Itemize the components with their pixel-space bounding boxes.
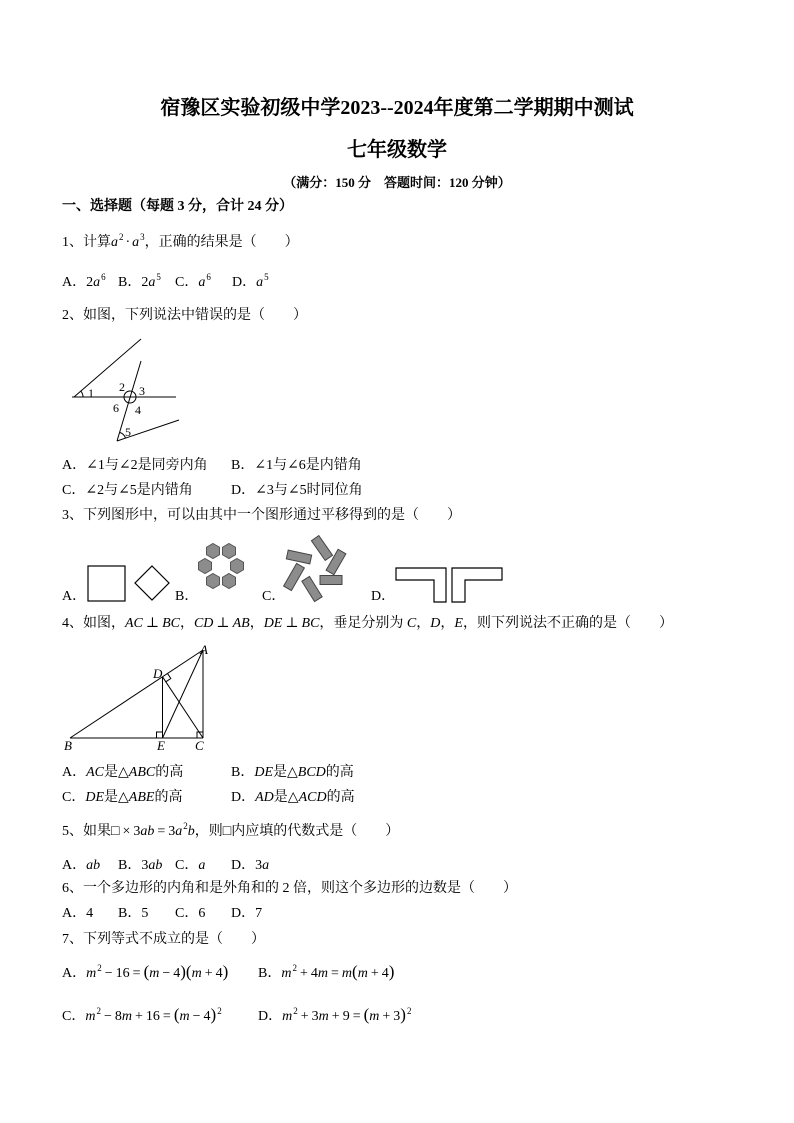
point-e-label: E — [157, 738, 165, 753]
angle-1-arc — [81, 391, 83, 397]
question-3-figure-d — [396, 568, 502, 602]
question-4-stem-part: E — [454, 616, 463, 631]
question-7-option-c-part: m — [85, 1009, 96, 1024]
question-4-option-b-part: BCD — [297, 765, 326, 780]
question-1-option-d-part: 5 — [264, 272, 269, 282]
question-5-option-c-part: C． — [175, 858, 199, 873]
question-7-option-c-part: ) — [210, 1005, 217, 1024]
question-1-stem-part: 1、计算 — [62, 235, 111, 250]
question-4-stem-part: AB — [232, 616, 250, 631]
question-5-stem-part: 2 — [183, 821, 188, 831]
hexagon-shape — [199, 559, 212, 574]
question-7-option-a-part: A． — [62, 966, 87, 981]
point-a-label: A — [200, 642, 208, 657]
question-4-option-a-part: ABC — [128, 765, 156, 780]
question-7-option-b-part: 4 — [381, 966, 389, 981]
slanted-line-upper — [74, 339, 141, 397]
question-1-option-a-part: A． — [62, 275, 87, 290]
question-2-option-a-part: A．∠1与∠2是同旁内角 — [62, 458, 208, 473]
question-1-option-b-part: a — [148, 275, 156, 290]
question-7-option-c-part: − — [192, 1009, 201, 1024]
question-3-option-c-part: C． — [262, 589, 286, 604]
question-7-option-b-part: m — [317, 966, 328, 981]
question-5-option-a-part: ab — [86, 858, 101, 873]
question-5-option-d-part: D． — [231, 858, 256, 873]
diamond-shape — [135, 566, 169, 600]
question-4-stem-part: 4、如图， — [62, 616, 125, 631]
question-7-option-d-part: + — [382, 1009, 391, 1024]
bar-shape — [311, 536, 332, 561]
angle-5-label: 5 — [125, 425, 131, 439]
question-7-option-d-part: + — [331, 1009, 340, 1024]
question-4-option-c-part: C． — [62, 790, 86, 805]
question-4-option-d-part: 的高 — [326, 790, 355, 805]
question-7-option-d-part: 2 — [406, 1006, 412, 1016]
question-5-stem-part: 5、如果□ — [62, 824, 120, 839]
question-5-option-d-part: 3 — [255, 858, 263, 873]
question-7-option-d-part: m — [369, 1009, 380, 1024]
exam-title: 宿豫区实验初级中学2023--2024年度第二学期期中测试 — [160, 97, 634, 119]
question-7-option-c-part: = — [162, 1009, 171, 1024]
question-7-option-d-part: ( — [363, 1005, 370, 1024]
question-7-option-c-part: m — [121, 1009, 132, 1024]
question-7-option-a-part: m — [191, 966, 202, 981]
question-5-option-c-part: a — [198, 858, 206, 873]
question-7-option-a-part: ) — [222, 962, 229, 981]
question-7-option-b-part: + — [370, 966, 379, 981]
question-7-option-c-part: 2 — [96, 1006, 101, 1016]
question-4-option-a-part: 是△ — [104, 765, 129, 780]
question-7-option-a-part: m — [149, 966, 160, 981]
l-shape-left — [396, 568, 446, 602]
hexagon-shape — [207, 574, 220, 589]
question-1-option-b-part: 2 — [141, 275, 149, 290]
question-7-option-a-part: 16 — [115, 966, 130, 981]
question-4-option-b-part: 是△ — [273, 765, 298, 780]
question-2-option-d-part: D．∠3与∠5时同位角 — [231, 483, 363, 498]
question-4-option-b-part: DE — [254, 765, 274, 780]
question-4-stem-part: AC — [125, 616, 143, 631]
angle-1-label: 1 — [88, 386, 94, 400]
hexagon-shape — [223, 574, 236, 589]
exam-info: （满分：150 分 答题时间：120 分钟） — [283, 175, 511, 190]
question-5-stem-part: 3 — [133, 824, 141, 839]
question-4-stem-part: ， — [249, 616, 264, 631]
question-5-option-b-part: 3 — [141, 858, 149, 873]
question-7-option-b-part: m — [341, 966, 353, 981]
question-7-option-d-part: ) — [400, 1005, 406, 1024]
question-1-stem-part: a — [111, 235, 118, 250]
question-4-stem-part: DE — [263, 616, 283, 631]
question-4-option-c-part: ABE — [128, 790, 155, 805]
l-shape-right — [452, 568, 502, 602]
question-1-option-c-part: a — [198, 275, 206, 290]
question-7-option-c-part: ( — [173, 1005, 180, 1024]
question-7-option-a-part: = — [132, 966, 141, 981]
bar-shape — [302, 576, 322, 601]
question-4-option-c-part: DE — [85, 790, 105, 805]
question-1-option-d-part: D． — [232, 275, 257, 290]
question-3-figure-c — [284, 536, 346, 602]
question-5-stem-part: ，则□内应填的代数式是（ ） — [194, 824, 400, 839]
question-7-option-b-part: ( — [352, 962, 358, 981]
angle-3-label: 3 — [139, 384, 145, 398]
question-5-option-b-part: ab — [148, 858, 163, 873]
question-1-option-b-part: B． — [118, 275, 142, 290]
question-4-stem-part: BC — [162, 616, 180, 631]
question-7-option-d-part: 3 — [393, 1009, 401, 1024]
question-4-option-a-part: AC — [86, 765, 105, 780]
question-7-option-d-part: m — [282, 1009, 293, 1024]
question-1-option-c-part: 6 — [206, 272, 211, 282]
angle-2-label: 2 — [119, 380, 125, 394]
question-5-stem-part: 3 — [168, 824, 176, 839]
question-7-option-b-part: m — [357, 966, 368, 981]
point-d-label: D — [153, 666, 163, 681]
question-7-option-d-part: = — [352, 1009, 361, 1024]
question-6-stem-part: 6、一个多边形的内角和是外角和的 2 倍，则这个多边形的边数是（ ） — [62, 881, 517, 896]
question-1-option-d-part: a — [256, 275, 264, 290]
question-2-stem-part: 2、如图，下列说法中错误的是（ ） — [62, 308, 307, 323]
question-4-stem-part: CD — [193, 616, 214, 631]
question-5-stem-part: ab — [140, 824, 155, 839]
question-4-option-a-part: 的高 — [155, 765, 184, 780]
question-7-option-d-part: D． — [258, 1009, 283, 1024]
question-7-option-d-part: 9 — [342, 1009, 350, 1024]
question-7-option-c-part: C． — [62, 1009, 86, 1024]
question-4-stem-part: ⊥ — [216, 616, 230, 631]
question-3-option-d-part: D． — [371, 589, 396, 604]
question-7-option-c-part: 2 — [217, 1006, 222, 1016]
question-7-option-c-part: m — [179, 1009, 190, 1024]
question-7-option-a-part: 2 — [97, 963, 102, 973]
question-4-option-a-part: A． — [62, 765, 87, 780]
question-7-option-c-part: 4 — [203, 1009, 211, 1024]
question-1-stem-part: a — [132, 235, 140, 250]
question-4-stem-part: BC — [301, 616, 320, 631]
question-7-option-c-part: 16 — [145, 1009, 160, 1024]
question-2-option-c-part: C．∠2与∠5是内错角 — [62, 483, 193, 498]
question-7-option-a-part: − — [104, 966, 113, 981]
point-c-label: C — [195, 738, 204, 753]
question-4-stem-part: ⊥ — [285, 616, 299, 631]
question-7-option-a-part: ( — [143, 962, 150, 981]
question-4-option-d-part: ACD — [298, 790, 327, 805]
question-7-option-d-part: 3 — [311, 1009, 319, 1024]
question-7-option-a-part: + — [204, 966, 213, 981]
question-5-stem-part: × — [122, 824, 131, 839]
question-7-option-a-part: 4 — [173, 966, 181, 981]
angle-6-label: 6 — [113, 401, 119, 415]
question-6-option-d-part: D．7 — [231, 906, 263, 921]
question-3-figure-a — [88, 566, 169, 601]
question-1-stem-part: ，正确的结果是（ ） — [144, 235, 299, 250]
question-4-option-c-part: 的高 — [154, 790, 183, 805]
bar-shape — [284, 563, 305, 590]
section-heading: 一、选择题（每题 3 分，合计 24 分） — [62, 199, 293, 214]
question-3-option-a-part: A． — [62, 589, 87, 604]
square-shape — [88, 566, 125, 601]
question-7-stem-part: 7、下列等式不成立的是（ ） — [62, 932, 265, 947]
question-4-option-d-part: D． — [231, 790, 256, 805]
question-5-option-d-part: a — [262, 858, 270, 873]
angle-4-label: 4 — [135, 403, 141, 417]
question-7-option-b-part: 2 — [292, 963, 297, 973]
question-5-stem-part: = — [157, 824, 166, 839]
question-1-option-c-part: C． — [175, 275, 199, 290]
question-1-stem-part: 3 — [140, 232, 145, 242]
question-2-option-b-part: B．∠1与∠6是内错角 — [231, 458, 362, 473]
question-4-stem-part: ， — [416, 616, 431, 631]
question-1-stem-part: 2 — [119, 232, 124, 242]
question-1-option-a-part: a — [93, 275, 101, 290]
question-1-option-a-part: 2 — [86, 275, 94, 290]
question-4-figure — [70, 650, 203, 738]
right-angle-mark-d — [166, 674, 171, 682]
question-4-stem-part: ，垂足分别为 — [319, 616, 407, 631]
question-7-option-b-part: B． — [258, 966, 282, 981]
hexagon-shape — [223, 544, 236, 559]
question-4-stem-part: ， — [179, 616, 194, 631]
question-7-option-b-part: ) — [388, 962, 395, 981]
question-6-option-b-part: B．5 — [118, 906, 149, 921]
question-7-option-c-part: 8 — [114, 1009, 122, 1024]
question-7-option-b-part: = — [331, 966, 339, 981]
question-4-option-d-part: 是△ — [273, 790, 299, 805]
question-7-option-b-part: m — [281, 966, 292, 981]
question-7-option-a-part: m — [86, 966, 97, 981]
question-7-option-c-part: − — [103, 1009, 112, 1024]
question-6-option-a-part: A．4 — [62, 906, 94, 921]
question-4-stem-part: D — [430, 616, 441, 631]
question-6-option-c-part: C．6 — [175, 906, 206, 921]
question-7-option-b-part: 4 — [310, 966, 318, 981]
question-4-stem-part: C — [406, 616, 417, 631]
bar-shape — [286, 550, 311, 564]
question-7-option-a-part: − — [162, 966, 171, 981]
question-4-stem-part: ，则下列说法不正确的是（ ） — [462, 616, 673, 631]
question-5-stem-part: a — [175, 824, 183, 839]
question-5-stem-part: b — [187, 824, 195, 839]
question-7-option-a-part: 4 — [215, 966, 223, 981]
question-7-option-c-part: + — [135, 1009, 143, 1024]
question-7-option-d-part: 2 — [293, 1006, 298, 1016]
question-1-stem-part: · — [125, 235, 131, 250]
hexagon-shape — [231, 559, 244, 574]
question-4-option-c-part: 是△ — [104, 790, 129, 805]
question-4-option-d-part: AD — [255, 790, 274, 805]
exam-subject: 七年级数学 — [347, 139, 447, 161]
bar-shape — [320, 576, 342, 585]
question-7-option-d-part: + — [300, 1009, 309, 1024]
question-5-option-b-part: B． — [118, 858, 142, 873]
question-4-stem-part: ， — [440, 616, 455, 631]
question-4-option-b-part: 的高 — [325, 765, 354, 780]
question-4-stem-part: ⊥ — [145, 616, 160, 631]
question-3-option-b-part: B． — [175, 589, 199, 604]
hexagon-shape — [207, 544, 220, 559]
question-5-option-a-part: A． — [62, 858, 87, 873]
question-7-option-b-part: + — [299, 966, 308, 981]
question-7-option-d-part: m — [318, 1009, 329, 1024]
question-3-figure-b — [199, 544, 244, 589]
question-1-option-a-part: 6 — [101, 272, 106, 282]
segment-cd — [163, 677, 204, 738]
question-1-option-b-part: 5 — [156, 272, 161, 282]
question-3-stem-part: 3、下列图形中，可以由其中一个图形通过平移得到的是（ ） — [62, 508, 461, 523]
point-b-label: B — [64, 738, 72, 753]
question-4-option-b-part: B． — [231, 765, 255, 780]
question-7-option-a-part: )( — [180, 962, 192, 981]
